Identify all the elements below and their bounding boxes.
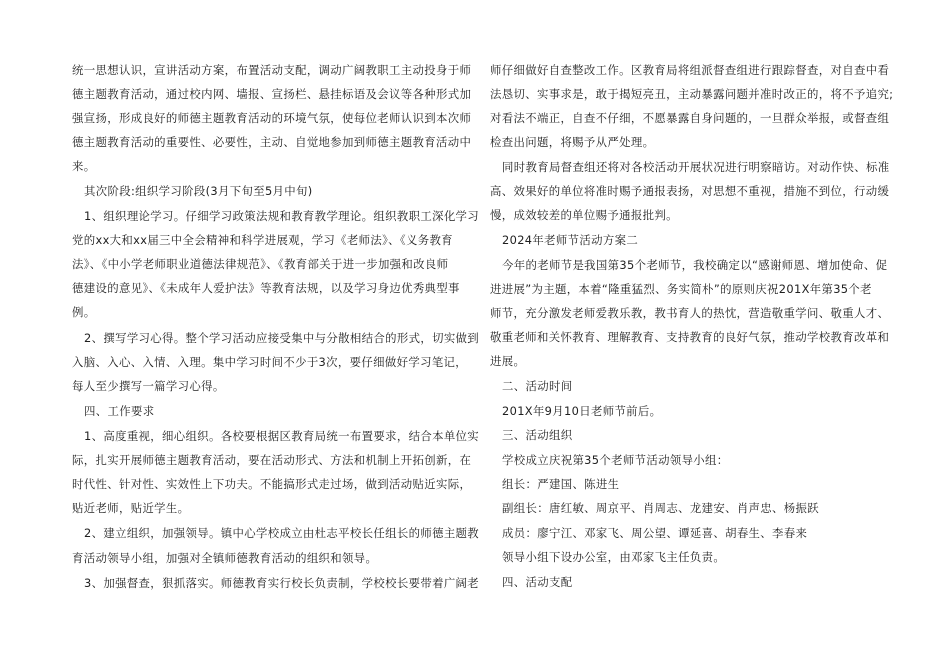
- text-line: 2、撰写学习心得。整个学习活动应接受集中与分散相结合的形式，切实做到: [84, 331, 480, 345]
- section-heading: 其次阶段:组织学习阶段(3月下旬至5月中旬): [84, 184, 313, 198]
- text-line: 高、效果好的单位将准时赐予通报表扬，对思想不重视，措施不到位，行动缓: [490, 184, 890, 198]
- text-line: 副组长：唐红敏、周京平、肖周志、龙建安、肖声忠、杨振跃: [502, 501, 819, 515]
- text-line: 进进展”为主题，本着“隆重猛烈、务实简朴”的原则庆祝201X年第35个老: [490, 282, 872, 296]
- text-line: 检查出问题，将赐予从严处理。: [490, 135, 655, 149]
- text-line: 育活动领导小组，加强对全镇师德教育活动的组织和领导。: [72, 551, 378, 565]
- text-line: 同时教育局督查组还将对各校活动开展状况进行明察暗访。对动作快、标准: [502, 160, 890, 174]
- text-line: 慢，成效较差的单位赐予通报批判。: [490, 208, 678, 222]
- text-line: 法恳切、实事求是，敢于揭短亮丑，主动暴露问题并准时改正的，将不予追究;: [490, 87, 894, 101]
- text-line: 每人至少撰写一篇学习心得。: [72, 379, 225, 393]
- text-line: 3、加强督查，狠抓落实。师德教育实行校长负责制，学校校长要带着广阔老: [84, 576, 480, 590]
- text-line: 时代性、针对性、实效性上下功夫。不能搞形式走过场，做到活动贴近实际，: [72, 477, 472, 491]
- text-line: 1、组织理论学习。仔细学习政策法规和教育教学理论。组织教职工深化学习: [84, 209, 480, 223]
- text-line: 德主题教育活动的重要性、必要性，主动、自觉地参加到师德主题教育活动中: [72, 135, 472, 149]
- text-line: 法》、《中小学老师职业道德法律规范》、《教育部关于进一步加强和改良师: [72, 257, 449, 271]
- text-line: 党的xx大和xx届三中全会精神和科学进展观，学习《老师法》、《义务教育: [72, 233, 453, 247]
- text-line: 2、建立组织，加强领导。镇中心学校成立由杜志平校长任组长的师德主题教: [84, 526, 480, 540]
- text-line: 师节，充分激发老师爱教乐教，教书育人的热忱，营造敬重学问、敬重人才、: [490, 306, 890, 320]
- text-line: 进展。: [490, 354, 526, 368]
- text-line: 入脑、入心、入情、入理。集中学习时间不少于3次，要仔细做好学习笔记，: [72, 355, 468, 369]
- text-line: 统一思想认识，宣讲活动方案，布置活动支配，调动广阔教职工主动投身于师: [72, 63, 472, 77]
- text-line: 强宣扬，形成良好的师德主题教育活动的环境气氛，使每位老师认识到本次师: [72, 111, 472, 125]
- text-line: 1、高度重视，细心组织。各校要根据区教育局统一布置要求，结合本单位实: [84, 429, 480, 443]
- text-line: 敬重老师和关怀教育、理解教育、支持教育的良好气氛，推动学校教育改革和: [490, 330, 890, 344]
- text-line: 贴近老师，贴近学生。: [72, 501, 190, 515]
- section-heading: 三、活动组织: [502, 428, 573, 442]
- text-line: 师仔细做好自查整改工作。区教育局将组派督查组进行跟踪督查，对自查中看: [490, 63, 890, 77]
- section-heading: 二、活动时间: [502, 379, 573, 393]
- text-line: 组长：严建国、陈进生: [502, 477, 620, 491]
- text-line: 对看法不端正，自查不仔细，不愿暴露自身问题的，一旦群众举报，或督查组: [490, 111, 890, 125]
- text-line: 201X年9月10日老师节前后。: [502, 404, 662, 418]
- text-line: 今年的老师节是我国第35个老师节，我校确定以“感谢师恩、增加使命、促: [502, 258, 888, 272]
- text-line: 领导小组下设办公室，由邓家飞主任负责。: [502, 550, 726, 564]
- section-heading: 2024年老师节活动方案二: [502, 233, 639, 247]
- text-line: 德建设的意见》、《未成年人爱护法》等教育法规，以及学习身边优秀典型事: [72, 281, 460, 295]
- section-heading: 四、活动支配: [502, 575, 573, 589]
- section-heading: 四、工作要求: [84, 404, 155, 418]
- text-line: 成员：廖宁江、邓家飞、周公望、谭延喜、胡春生、李春来: [502, 526, 808, 540]
- text-line: 德主题教育活动，通过校内网、墙报、宣扬栏、悬挂标语及会议等各种形式加: [72, 87, 472, 101]
- text-line: 学校成立庆祝第35个老师节活动领导小组：: [502, 453, 729, 467]
- text-line: 来。: [72, 159, 96, 173]
- text-line: 际，扎实开展师德主题教育活动，要在活动形式、方法和机制上开拓创新，在: [72, 453, 472, 467]
- text-line: 例。: [72, 305, 96, 319]
